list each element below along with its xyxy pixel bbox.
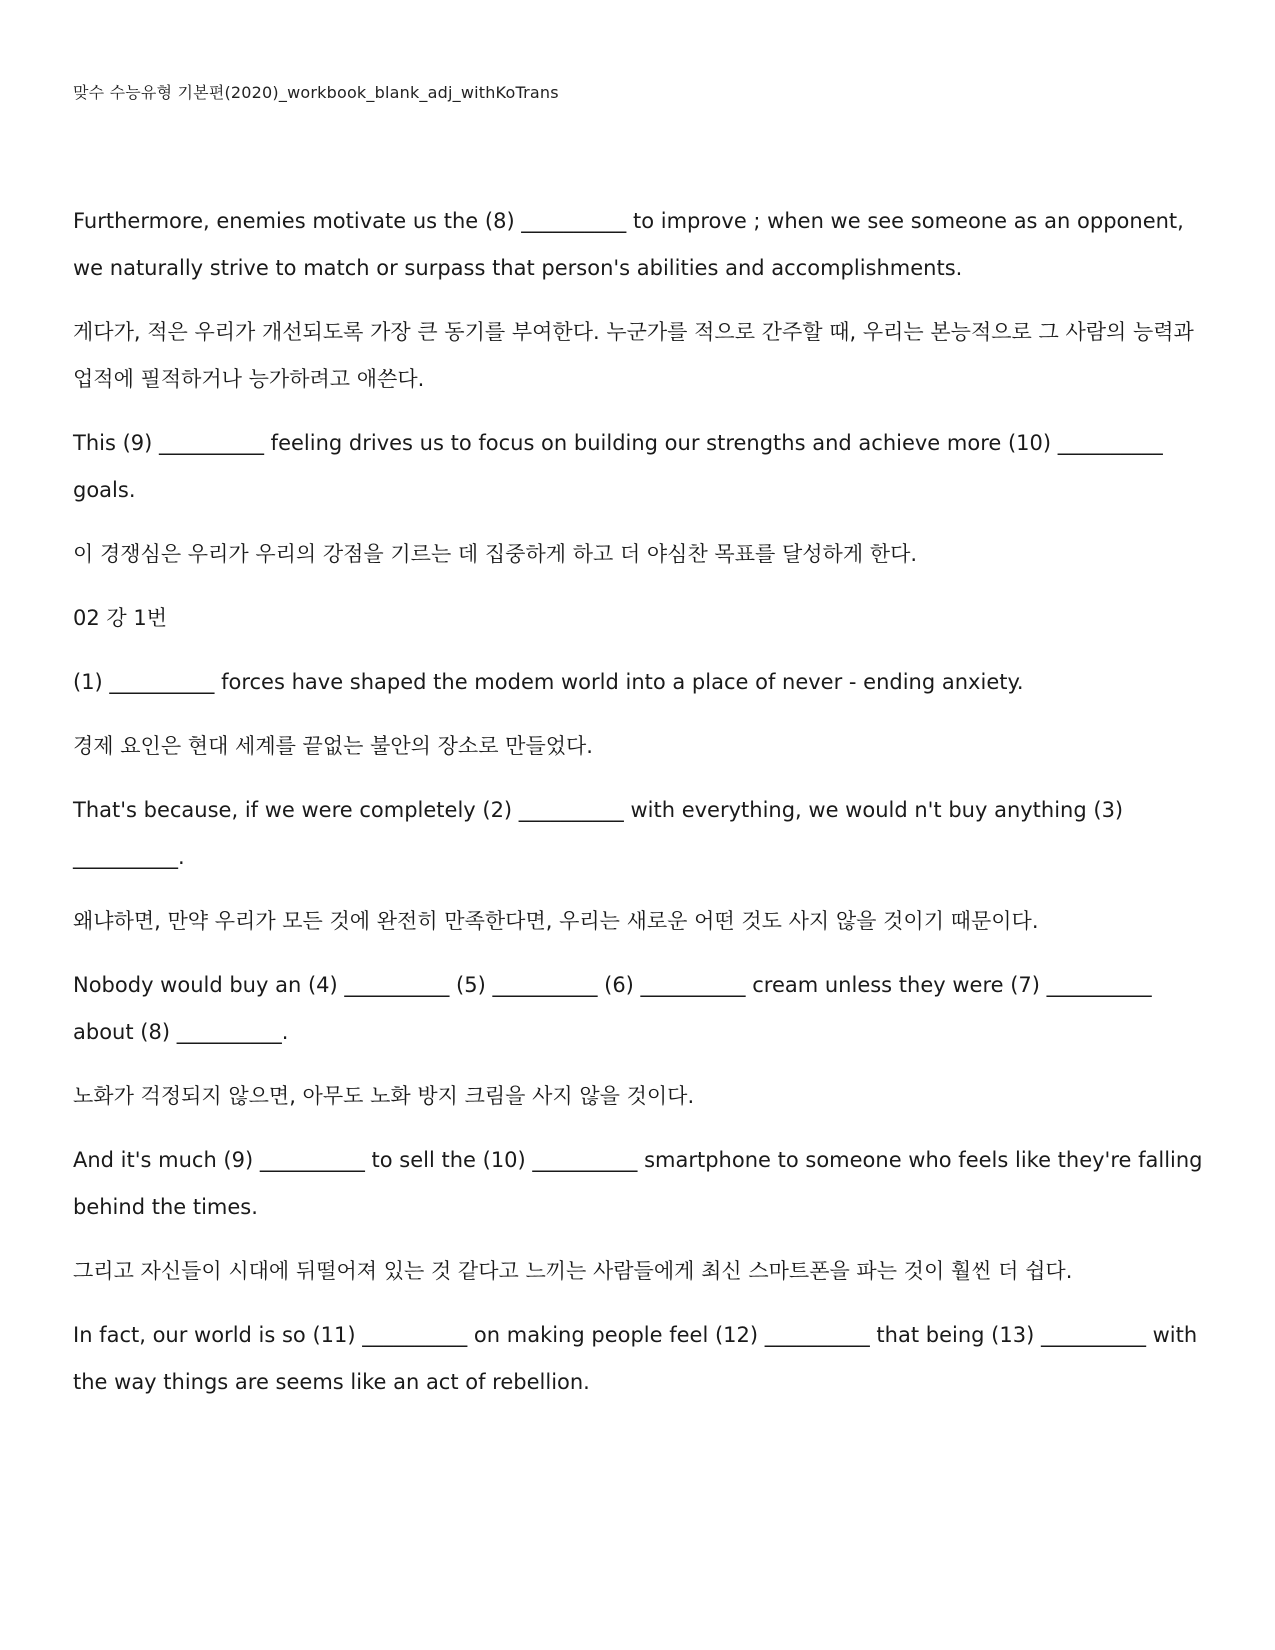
korean-translation: 이 경쟁심은 우리가 우리의 강점을 기르는 데 집중하게 하고 더 야심찬 목표를 달성하게 한다.: [73, 542, 918, 566]
english-sentence: That's because, if we were completely (2) __________ with everything, we would n't buy anything (3) __________.: [73, 798, 1124, 869]
korean-translation: 그리고 자신들이 시대에 뒤떨어져 있는 것 같다고 느끼는 사람들에게 최신 스마트폰을 파는 것이 훨씬 더 쉽다.: [73, 1259, 1073, 1283]
section-heading: 02 강 1번: [73, 606, 168, 630]
english-sentence: (1) __________ forces have shaped the modem world into a place of never - ending anxiety.: [73, 670, 1024, 694]
english-sentence: This (9) __________ feeling drives us to focus on building our strengths and achieve more (10) __________ goals.: [73, 431, 1163, 502]
english-sentence: In fact, our world is so (11) __________ on making people feel (12) __________ that being (13) __________ with the way things are seems like an act of rebellion.: [73, 1323, 1198, 1394]
document-body: [73, 198, 1213, 1423]
document-header: 맞수 수능유형 기본편(2020)_workbook_blank_adj_withKoTrans: [73, 83, 559, 102]
english-sentence: Furthermore, enemies motivate us the (8) __________ to improve ; when we see someone as an opponent, we naturally strive to match or surpass that person's abilities and accomplishments.: [73, 209, 1184, 280]
korean-translation: 노화가 걱정되지 않으면, 아무도 노화 방지 크림을 사지 않을 것이다.: [73, 1084, 695, 1108]
korean-translation: 왜냐하면, 만약 우리가 모든 것에 완전히 만족한다면, 우리는 새로운 어떤 것도 사지 않을 것이기 때문이다.: [73, 909, 1039, 933]
english-sentence: Nobody would buy an (4) __________ (5) __________ (6) __________ cream unless they were (7) __________ about (8) __________.: [73, 973, 1152, 1044]
korean-translation: 경제 요인은 현대 세계를 끝없는 불안의 장소로 만들었다.: [73, 734, 593, 758]
english-sentence: And it's much (9) __________ to sell the (10) __________ smartphone to someone who feels like they're falling behind the times.: [73, 1148, 1203, 1219]
korean-translation: 게다가, 적은 우리가 개선되도록 가장 큰 동기를 부여한다. 누군가를 적으로 간주할 때, 우리는 본능적으로 그 사람의 능력과 업적에 필적하거나 능가하려고 애쓴다.: [73, 320, 1194, 391]
